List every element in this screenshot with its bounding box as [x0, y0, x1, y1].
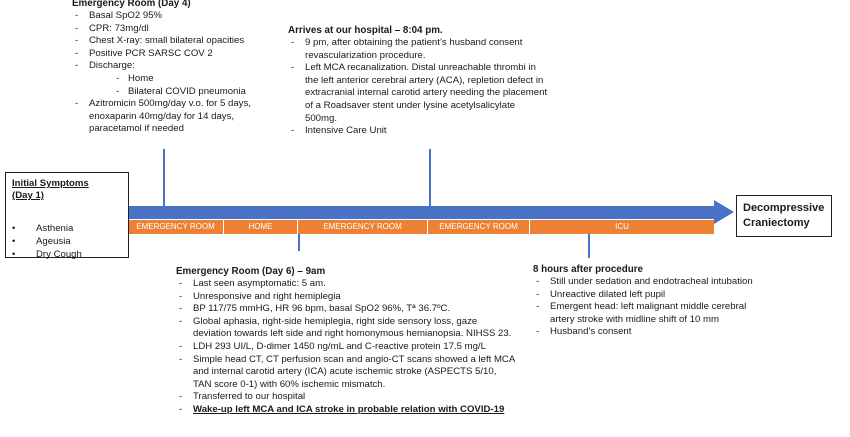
- timeline-arrow-head: [714, 200, 734, 224]
- conclusion-text: Wake-up left MCA and ICA stroke in probable relation with COVID-19: [193, 403, 505, 415]
- connector-day6: [298, 233, 300, 251]
- discharge-label: Discharge:: [89, 60, 135, 72]
- list-item: - Intensive Care Unit: [288, 125, 548, 138]
- list-item: • Dry Cough: [10, 248, 82, 261]
- arrival-block: [288, 24, 548, 138]
- stage-home: HOME: [224, 220, 298, 234]
- er-day4-block: [72, 0, 287, 136]
- after-procedure-block: [533, 263, 773, 339]
- connector-after: [588, 233, 590, 258]
- outcome-line1: Decompressive: [743, 202, 825, 214]
- list-item: - CPR: 73mg/dl: [72, 23, 287, 36]
- er-day4-title: Emergency Room (Day 4): [72, 0, 191, 9]
- list-item-conclusion: [176, 404, 516, 417]
- after-procedure-list: [533, 276, 773, 339]
- list-item: - Bilateral COVID pneumonia: [113, 86, 287, 99]
- outcome-line2: Craniectomy: [743, 217, 810, 229]
- list-item: - Transferred to our hospital: [176, 391, 516, 404]
- discharge-sublist: [113, 73, 287, 98]
- er-day6-title: Emergency Room (Day 6) – 9am: [176, 266, 326, 277]
- list-item: - Still under sedation and endotracheal intubation: [533, 276, 773, 289]
- after-procedure-title: 8 hours after procedure: [533, 264, 643, 275]
- initial-symptoms-list: [10, 222, 82, 261]
- list-item: - BP 117/75 mmHG, HR 96 bpm, basal SpO2 96%, Tª 36.7ºC.: [176, 303, 516, 316]
- er-day6-list: [176, 278, 516, 417]
- stage-emergency-room-3: EMERGENCY ROOM: [428, 220, 530, 234]
- outcome-box: [736, 195, 832, 237]
- list-item: - Azitromicin 500mg/day v.o. for 5 days, enoxaparin 40mg/day for 14 days, paracetamol if needed: [72, 98, 287, 136]
- list-item-discharge: [72, 60, 287, 98]
- connector-day4: [163, 149, 165, 207]
- initial-symptoms-title: [12, 178, 89, 202]
- list-item: • Asthenia: [10, 222, 82, 235]
- stage-emergency-room-1: EMERGENCY ROOM: [128, 220, 224, 234]
- er-day6-block: [176, 265, 516, 417]
- initial-title-line2: (Day 1): [12, 190, 44, 201]
- stage-icu: ICU: [530, 220, 714, 234]
- list-item: - Unreactive dilated left pupil: [533, 289, 773, 302]
- stage-bar: [128, 220, 714, 234]
- arrival-list: [288, 37, 548, 138]
- list-item: - Positive PCR SARSC COV 2: [72, 48, 287, 61]
- list-item: - Global aphasia, right-side hemiplegia, right side sensory loss, gaze deviation towards left side and right homonymous hemianopsia. NIHSS 23.: [176, 316, 516, 341]
- initial-symptoms-box: [5, 172, 129, 258]
- list-item: - Last seen asymptomatic: 5 am.: [176, 278, 516, 291]
- stage-emergency-room-2: EMERGENCY ROOM: [298, 220, 428, 234]
- list-item: - 9 pm, after obtaining the patient’s husband consent revascularization procedure.: [288, 37, 548, 62]
- list-item: - Left MCA recanalization. Distal unreachable thrombi in the left anterior cerebral artery (ACA), repletion defect in extracranial internal carotid artery needing the placement of a Roadsaver stent under lysine acetylsalicylate 500mg.: [288, 62, 548, 125]
- list-item: - Basal SpO2 95%: [72, 10, 287, 23]
- list-item: - LDH 293 UI/L, D-dimer 1450 ng/mL and C-reactive protein 17.5 mg/L: [176, 341, 516, 354]
- connector-arrival: [429, 149, 431, 207]
- arrival-title: Arrives at our hospital – 8:04 pm.: [288, 25, 443, 36]
- initial-title-line1: Initial Symptoms: [12, 178, 89, 189]
- list-item: - Husband’s consent: [533, 326, 773, 339]
- list-item: - Simple head CT, CT perfusion scan and angio-CT scans showed a left MCA and internal carotid artery (ICA) acute ischemic stroke (ASPECTS 5/10, TAN score 0-1) with 60% ischemic mismatch.: [176, 354, 516, 392]
- er-day4-list: [72, 10, 287, 136]
- list-item: • Ageusia: [10, 235, 82, 248]
- list-item: - Unresponsive and right hemiplegia: [176, 291, 516, 304]
- list-item: - Home: [113, 73, 287, 86]
- list-item: - Emergent head: left malignant middle cerebral artery stroke with midline shift of 10 mm: [533, 301, 773, 326]
- list-item: - Chest X-ray: small bilateral opacities: [72, 35, 287, 48]
- timeline-arrow-shaft: [128, 206, 718, 219]
